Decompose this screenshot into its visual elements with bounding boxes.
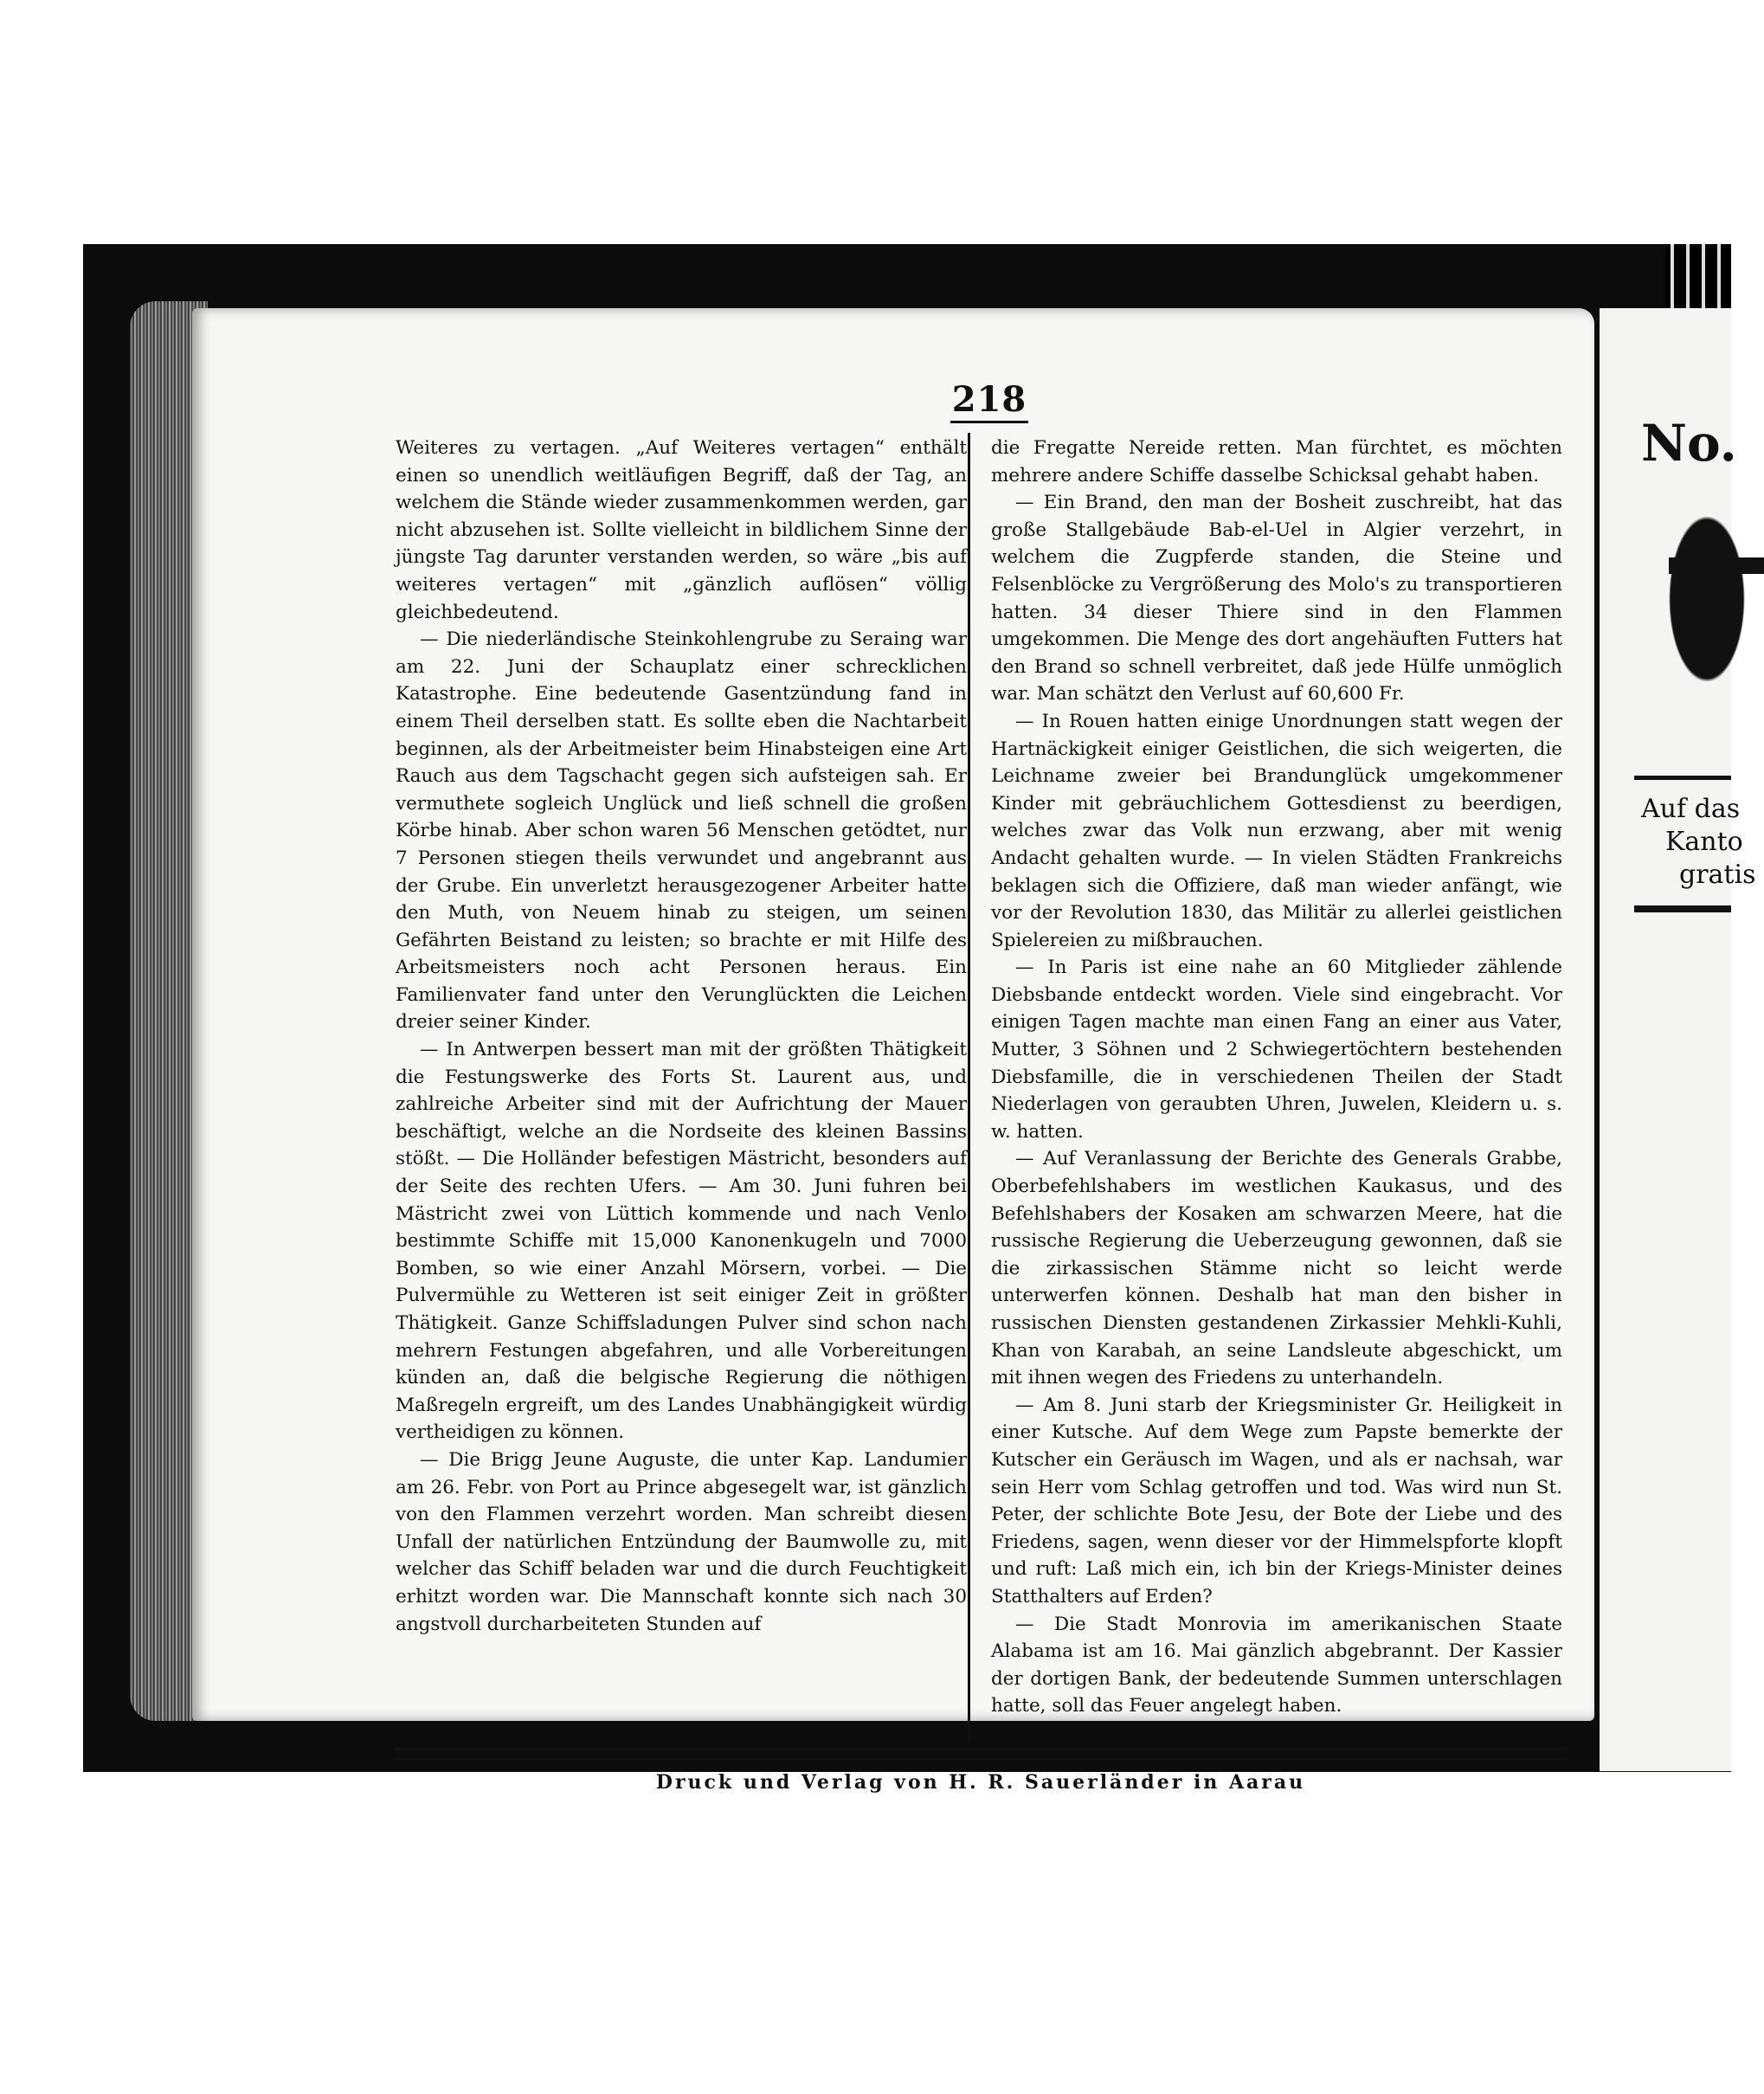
paragraph: — Am 8. Juni starb der Kriegsminister Gr. Heiligkeit in einer Kutsche. Auf dem Wege zum Papste bemerkte der Kutscher ein Geräusch im Wagen, und als er nachsah, war sein Herr vom Schlag getroffen und tod. Was wird nun St. Peter, der schlichte Bote Jesu, der Bote der Liebe und des Friedens, sagen, wenn dieser vor der Himmelspforte klopft und ruft: Laß mich ein, ich bin der Kriegs-Minister deines Statthalters auf Erden? (991, 1394, 1562, 1608)
paragraph: die Fregatte Nereide retten. Man fürchtet, es möchten mehrere andere Schiffe dasselbe Schicksal gehabt haben. (991, 437, 1562, 486)
left-column (396, 435, 967, 1638)
paragraph: — Auf Veranlassung der Berichte des Generals Grabbe, Oberbefehlshabers im westlichen Kaukasus, und des Befehlshabers der Kosaken am schwarzen Meere, hat die russische Regierung die Ueberzeugung gewonnen, daß sie die zirkassischen Stämme nicht so leicht werde unterwerfen können. Deshalb hat man den bisher in russischen Diensten gestandenen Zirkassier Mehkli-Kuhli, Khan von Karabah, an seine Landsleute abgeschickt, um mit ihnen wegen des Friedens zu unterhandeln. (991, 1148, 1562, 1389)
paragraph: — Die niederländische Steinkohlengrube zu Seraing war am 22. Juni der Schauplatz einer schrecklichen Katastrophe. Eine bedeutende Gasentzündung fand in einem Theil derselben statt. Es sollte eben die Nachtarbeit beginnen, als der Arbeitmeister beim Hinabsteigen eine Art Rauch aus dem Tagschacht gegen sich aufsteigen sah. Er vermuthete sogleich Unglück und ließ schnell die großen Körbe hinab. Aber schon waren 56 Menschen getödtet, nur 7 Personen stiegen theils verwundet und angebrannt aus der Grube. Ein unverletzt herausgezogener Arbeiter hatte den Muth, von Neuem hinab zu steigen, um seinen Gefährten Beistand zu leisten; so brachte er mit Hilfe des Arbeitsmeisters noch acht Personen heraus. Ein Familienvater fand unter den Verunglückten die Leichen dreier seiner Kinder. (396, 628, 967, 1034)
adjacent-text (1641, 793, 1755, 892)
adjacent-line: Kanto (1665, 827, 1743, 857)
adjacent-rule (1634, 905, 1731, 912)
paragraph: — Die Brigg Jeune Auguste, die unter Kap. Landumier am 26. Febr. von Port au Prince abgesegelt war, ist gänzlich von den Flammen verzehrt worden. Man schreibt diesen Unfall der natürlichen Entzündung der Baumwolle zu, mit welcher das Schiff beladen war und die durch Feuchtigkeit erhitzt worden war. Die Mannschaft konnte sich nach 30 angstvoll durcharbeiteten Stunden auf (396, 1448, 967, 1635)
footer-rule (394, 1747, 1568, 1760)
adjacent-line: gratis (1679, 860, 1756, 890)
imprint: Druck und Verlag von H. R. Sauerländer in Aarau (655, 1771, 1306, 1794)
adjacent-line: Auf das (1641, 794, 1741, 824)
right-column (991, 435, 1562, 1720)
page-number: 218 (950, 379, 1028, 423)
paragraph: — In Paris ist eine nahe an 60 Mitglieder zählende Diebsbande entdeckt worden. Viele sind eingebracht. Vor einigen Tagen machte man einen Fang an einer aus Vater, Mutter, 3 Söhnen und 2 Schwiegertöchtern bestehenden Diebsfamille, die in verschiedenen Theilen der Stadt Niederlagen von geraubten Uhren, Juwelen, Kleidern u. s. w. hatten. (991, 957, 1562, 1143)
paragraph: — In Antwerpen bessert man mit der größten Thätigkeit die Festungswerke des Forts St. Laurent aus, und zahlreiche Arbeiter sind mit der Aufrichtung der Mauer beschäftigt, welche an die Nordseite des kleinen Bassins stößt. — Die Holländer befestigen Mästricht, besonders auf der Seite des rechten Ufers. — Am 30. Juni fuhren bei Mästricht zwei von Lüttich kommende und nach Venlo bestimmte Schiffe mit 15,000 Kanonenkugeln und 7000 Bomben, so wie einer Anzahl Mörsern, vorbei. — Die Pulvermühle zu Wetteren ist seit einiger Zeit in größter Thätigkeit. Ganze Schiffsladungen Pulver sind schon nach mehrern Festungen abgefahren, und alle Vorbereitungen künden an, daß die belgische Regierung die nöthigen Maßregeln ergreift, um des Landes Unabhängigkeit würdig vertheidigen zu können. (396, 1039, 967, 1444)
adjacent-rule (1634, 776, 1731, 780)
paragraph: Weiteres zu vertagen. „Auf Weiteres vertagen“ enthält einen so unendlich weitläufigen Begriff, daß der Tag, an welchem die Stände wieder zusammenkommen werden, gar nicht abzusehen ist. Sollte vielleicht in bildlichem Sinne der jüngste Tag darunter verstanden werden, so wäre „bis auf weiteres vertagen“ mit „gänzlich auflösen“ völlig gleichbedeutend. (396, 437, 967, 623)
paragraph: — Ein Brand, den man der Bosheit zuschreibt, hat das große Stallgebäude Bab-el-Uel in Algier verzehrt, in welchem die Zugpferde standen, die Steine und Felsenblöcke zu Vergrößerung des Molo's zu transportieren hatten. 34 dieser Thiere sind in den Flammen umgekommen. Die Menge des dort angehäuften Futters hat den Brand so schnell verbreitet, daß jede Hülfe unmöglich war. Man schätzt den Verlust auf 60,600 Fr. (991, 492, 1562, 706)
adjacent-issue-number: No. (1641, 414, 1737, 473)
paragraph: — Die Stadt Monrovia im amerikanischen Staate Alabama ist am 16. Mai gänzlich abgebrannt. Der Kassier der dortigen Bank, der bedeutende Summen unterschlagen hatte, soll das Feuer angelegt haben. (991, 1613, 1562, 1717)
adjacent-page (1600, 308, 1756, 1771)
paragraph: — In Rouen hatten einige Unordnungen statt wegen der Hartnäckigkeit einiger Geistlichen, die sich weigerten, die Leichname zweier bei Brandunglück umgekommener Kinder mit gebräuchlichem Gottesdienst zu beerdigen, welches zwar das Volk nun erzwang, aber mit wenig Andacht gehalten wurde. — In vielen Städten Frankreichs beklagen sich die Offiziere, daß man wieder anfängt, wie vor der Revolution 1830, das Militär zu allerlei geistlichen Spielereien zu mißbrauchen. (991, 710, 1562, 951)
column-divider (968, 433, 970, 1740)
masthead-initial (1669, 516, 1764, 724)
